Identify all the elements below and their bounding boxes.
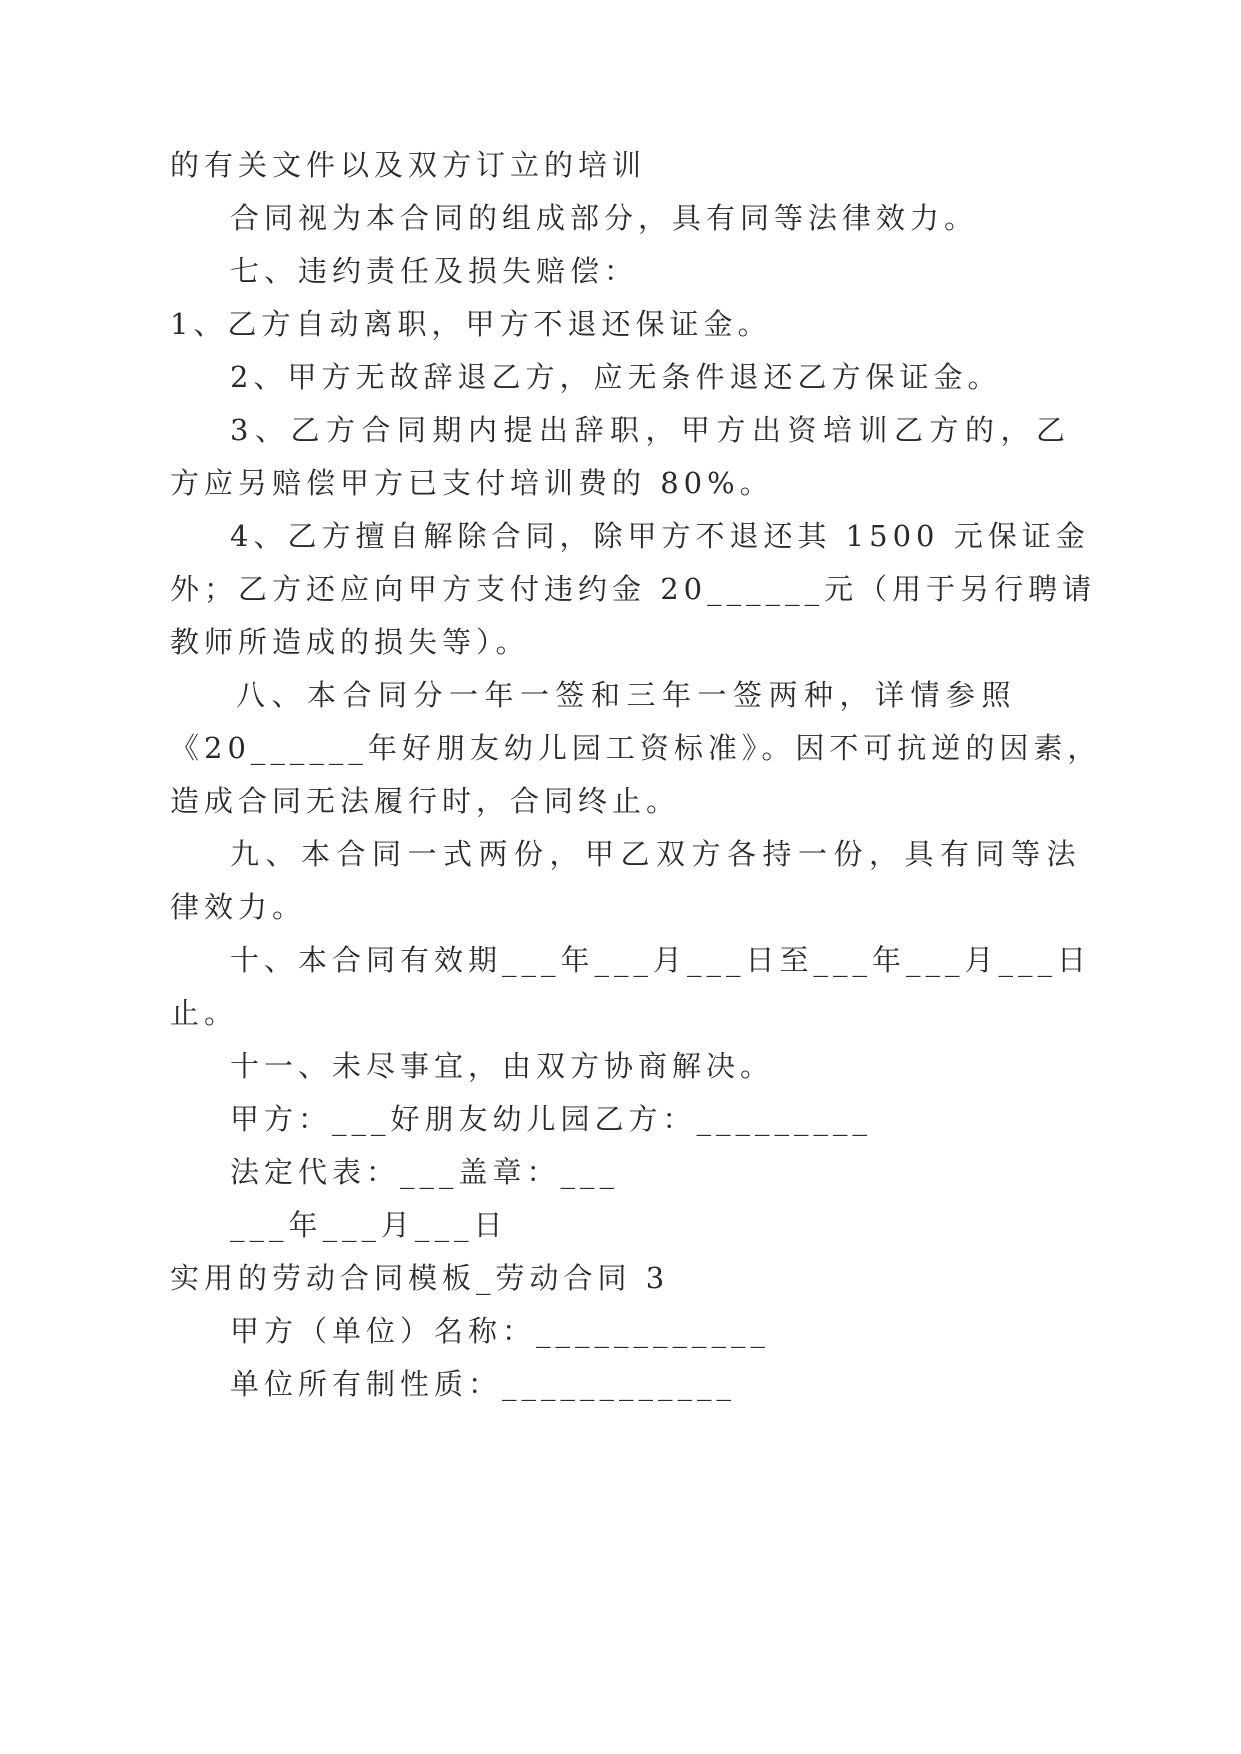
text-line: 八、本合同分一年一签和三年一签两种，详情参照 bbox=[236, 678, 1018, 712]
section-heading: 七、违约责任及损失赔偿： bbox=[230, 254, 639, 288]
text-line: 教师所造成的损失等）。 bbox=[170, 625, 530, 659]
text-line: 4、乙方擅自解除合同，除甲方不退还其 1500 元保证金 bbox=[230, 519, 1090, 553]
text-line: 外；乙方还应向甲方支付违约金 20______元（用于另行聘请 bbox=[170, 572, 1097, 606]
text-line: 造成合同无法履行时，合同终止。 bbox=[170, 784, 681, 818]
signature-line-party-a: 甲方：___好朋友幼儿园乙方：_________ bbox=[230, 1102, 873, 1136]
section-title: 实用的劳动合同模板_劳动合同 3 bbox=[170, 1261, 670, 1295]
text-line: 的有关文件以及双方订立的培训 bbox=[170, 148, 647, 182]
text-line: 1、乙方自动离职，甲方不退还保证金。 bbox=[170, 307, 772, 341]
text-line: 十、本合同有效期___年___月___日至___年___月___日 bbox=[230, 943, 1092, 977]
text-line: 律效力。 bbox=[170, 890, 307, 924]
text-line: 方应另赔偿甲方已支付培训费的 80%。 bbox=[170, 466, 774, 500]
signature-line-representative: 法定代表：___盖章：___ bbox=[230, 1155, 620, 1189]
date-line: ___年___月___日 bbox=[230, 1208, 508, 1242]
text-line: 止。 bbox=[170, 996, 239, 1030]
form-field-employer-name: 甲方（单位）名称：____________ bbox=[230, 1314, 771, 1348]
form-field-ownership-type: 单位所有制性质：____________ bbox=[230, 1367, 737, 1401]
text-line: 2、甲方无故辞退乙方，应无条件退还乙方保证金。 bbox=[230, 360, 1002, 394]
text-line: 十一、未尽事宜，由双方协商解决。 bbox=[230, 1049, 775, 1083]
text-line: 3、乙方合同期内提出辞职，甲方出资培训乙方的，乙 bbox=[230, 413, 1072, 447]
text-line: 合同视为本合同的组成部分，具有同等法律效力。 bbox=[230, 201, 979, 235]
text-line: 九、本合同一式两份，甲乙双方各持一份，具有同等法 bbox=[230, 837, 1083, 871]
text-line: 《20______年好朋友幼儿园工资标准》。因不可抗逆的因素， bbox=[170, 731, 1102, 765]
